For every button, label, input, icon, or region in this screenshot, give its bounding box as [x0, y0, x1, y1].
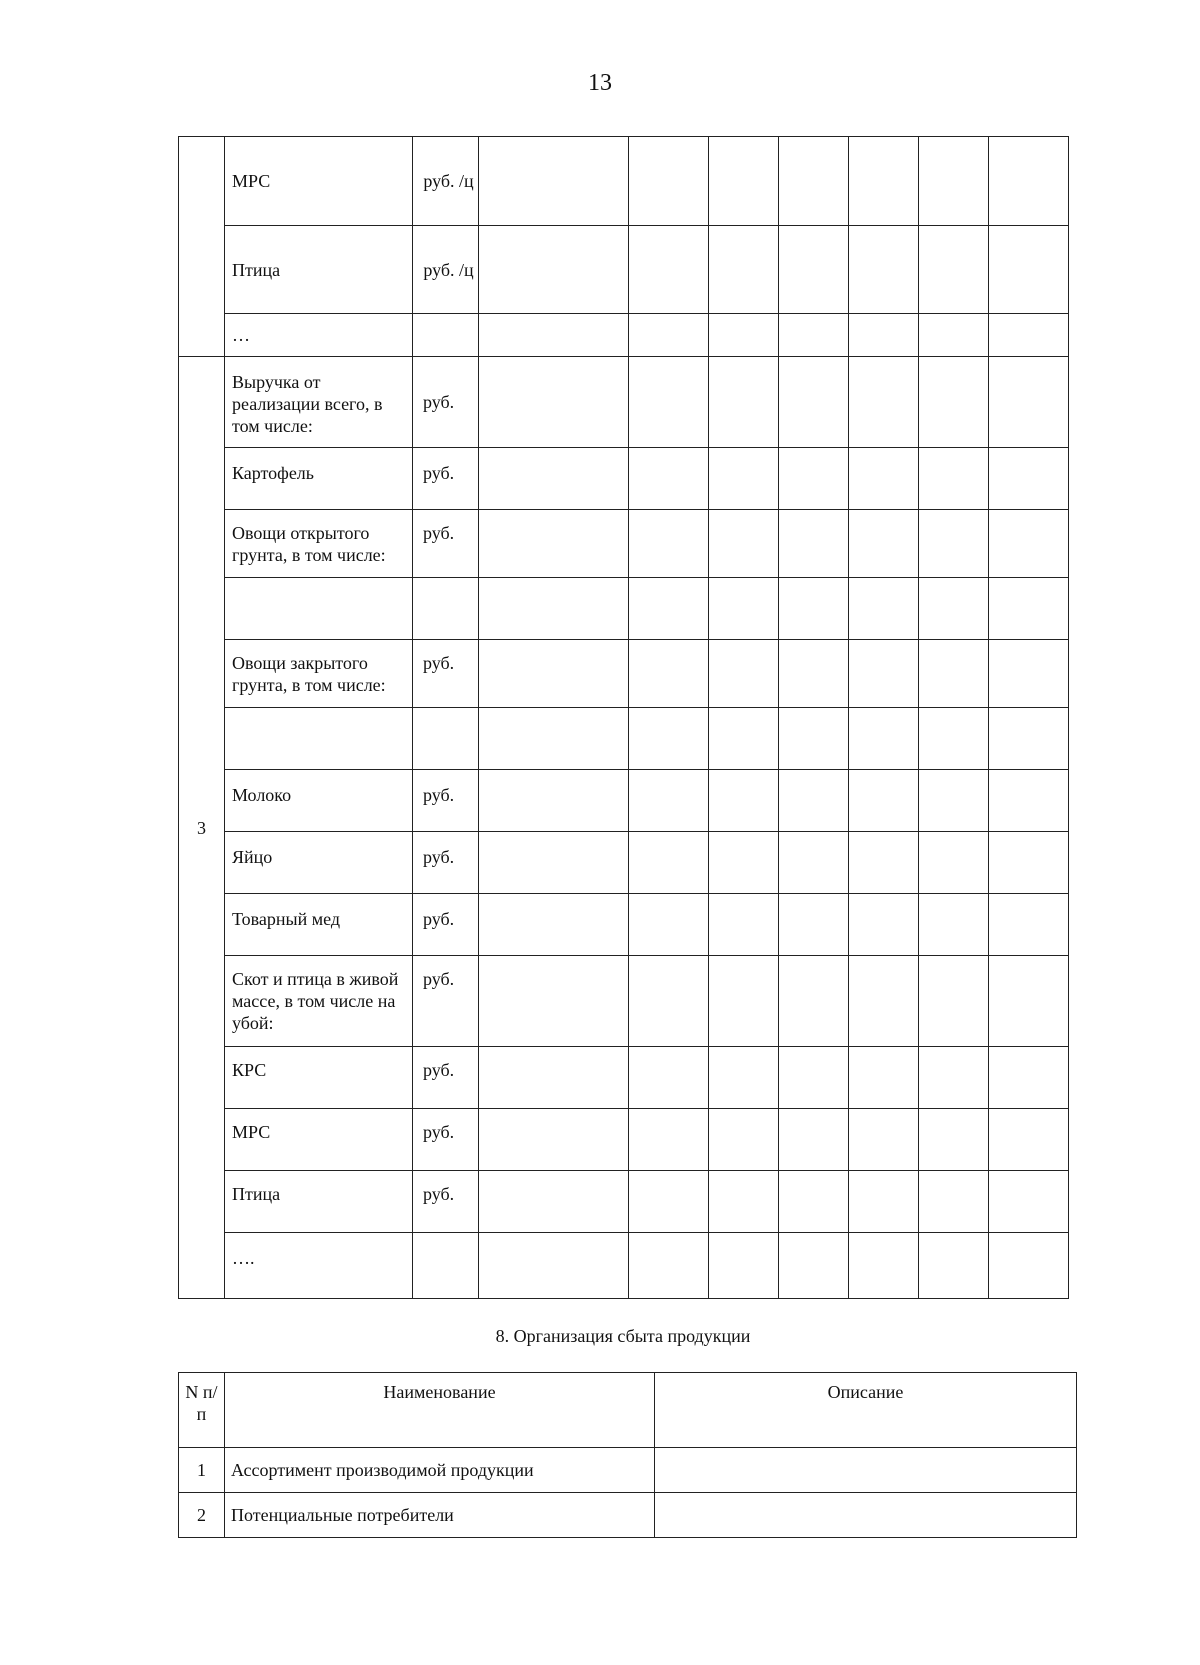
row-name — [225, 708, 413, 770]
row-name: Выручка от реализации всего, в том числе: — [225, 357, 413, 448]
row-unit — [413, 1233, 479, 1299]
row-unit — [413, 708, 479, 770]
row-name: Овощи закрытого грунта, в том числе: — [225, 640, 413, 708]
table-row — [179, 640, 1069, 708]
row-name: МРС — [225, 137, 413, 226]
row-name — [225, 578, 413, 640]
table-row — [179, 1109, 1069, 1171]
table-row — [179, 578, 1069, 640]
row-num: 2 — [179, 1493, 225, 1538]
table-header-row — [179, 1373, 1077, 1448]
table-row — [179, 1233, 1069, 1299]
sales-organization-table — [178, 1372, 1077, 1538]
row-unit: руб. — [413, 357, 479, 448]
table-row — [179, 1047, 1069, 1109]
row-unit: руб. — [413, 448, 479, 510]
page-number: 13 — [588, 70, 612, 96]
row-num: 1 — [179, 1448, 225, 1493]
table-row — [179, 226, 1069, 314]
row-number: 3 — [179, 357, 225, 1299]
table-row — [179, 448, 1069, 510]
row-name: Овощи открытого грунта, в том числе: — [225, 510, 413, 578]
row-name: Скот и птица в живой массе, в том числе на убой: — [225, 956, 413, 1047]
row-unit: руб. — [413, 832, 479, 894]
row-name: Потенциальные потребители — [225, 1493, 655, 1538]
table-row — [179, 770, 1069, 832]
table-row — [179, 357, 1069, 448]
table-row — [179, 137, 1069, 226]
row-unit: руб. — [413, 894, 479, 956]
row-name: Картофель — [225, 448, 413, 510]
row-name: Птица — [225, 226, 413, 314]
row-unit: руб. — [413, 640, 479, 708]
row-name: МРС — [225, 1109, 413, 1171]
row-unit: руб. — [413, 1171, 479, 1233]
row-unit: руб. — [413, 1109, 479, 1171]
table-row — [179, 708, 1069, 770]
row-unit — [413, 578, 479, 640]
row-name: Товарный мед — [225, 894, 413, 956]
row-name: КРС — [225, 1047, 413, 1109]
row-unit: руб. /ц — [413, 137, 479, 226]
table-row — [179, 956, 1069, 1047]
header-name: Наименование — [225, 1373, 655, 1448]
header-num: N п/п — [179, 1373, 225, 1448]
row-description — [655, 1448, 1077, 1493]
header-description: Описание — [655, 1373, 1077, 1448]
table-row — [179, 1448, 1077, 1493]
row-unit: руб. /ц — [413, 226, 479, 314]
row-name: … — [225, 314, 413, 357]
row-number-cell — [179, 137, 225, 357]
row-unit: руб. — [413, 770, 479, 832]
row-name: Яйцо — [225, 832, 413, 894]
section-title: 8. Организация сбыта продукции — [495, 1326, 751, 1346]
row-unit: руб. — [413, 510, 479, 578]
table-row — [179, 314, 1069, 357]
table-row — [179, 1493, 1077, 1538]
row-name: Ассортимент производимой продукции — [225, 1448, 655, 1493]
row-unit: руб. — [413, 1047, 479, 1109]
table-row — [179, 510, 1069, 578]
table-row — [179, 894, 1069, 956]
table-row — [179, 1171, 1069, 1233]
row-name: Птица — [225, 1171, 413, 1233]
row-unit: руб. — [413, 956, 479, 1047]
row-name: …. — [225, 1233, 413, 1299]
row-description — [655, 1493, 1077, 1538]
row-name: Молоко — [225, 770, 413, 832]
row-unit — [413, 314, 479, 357]
table-row — [179, 832, 1069, 894]
indicators-table — [178, 136, 1069, 1299]
